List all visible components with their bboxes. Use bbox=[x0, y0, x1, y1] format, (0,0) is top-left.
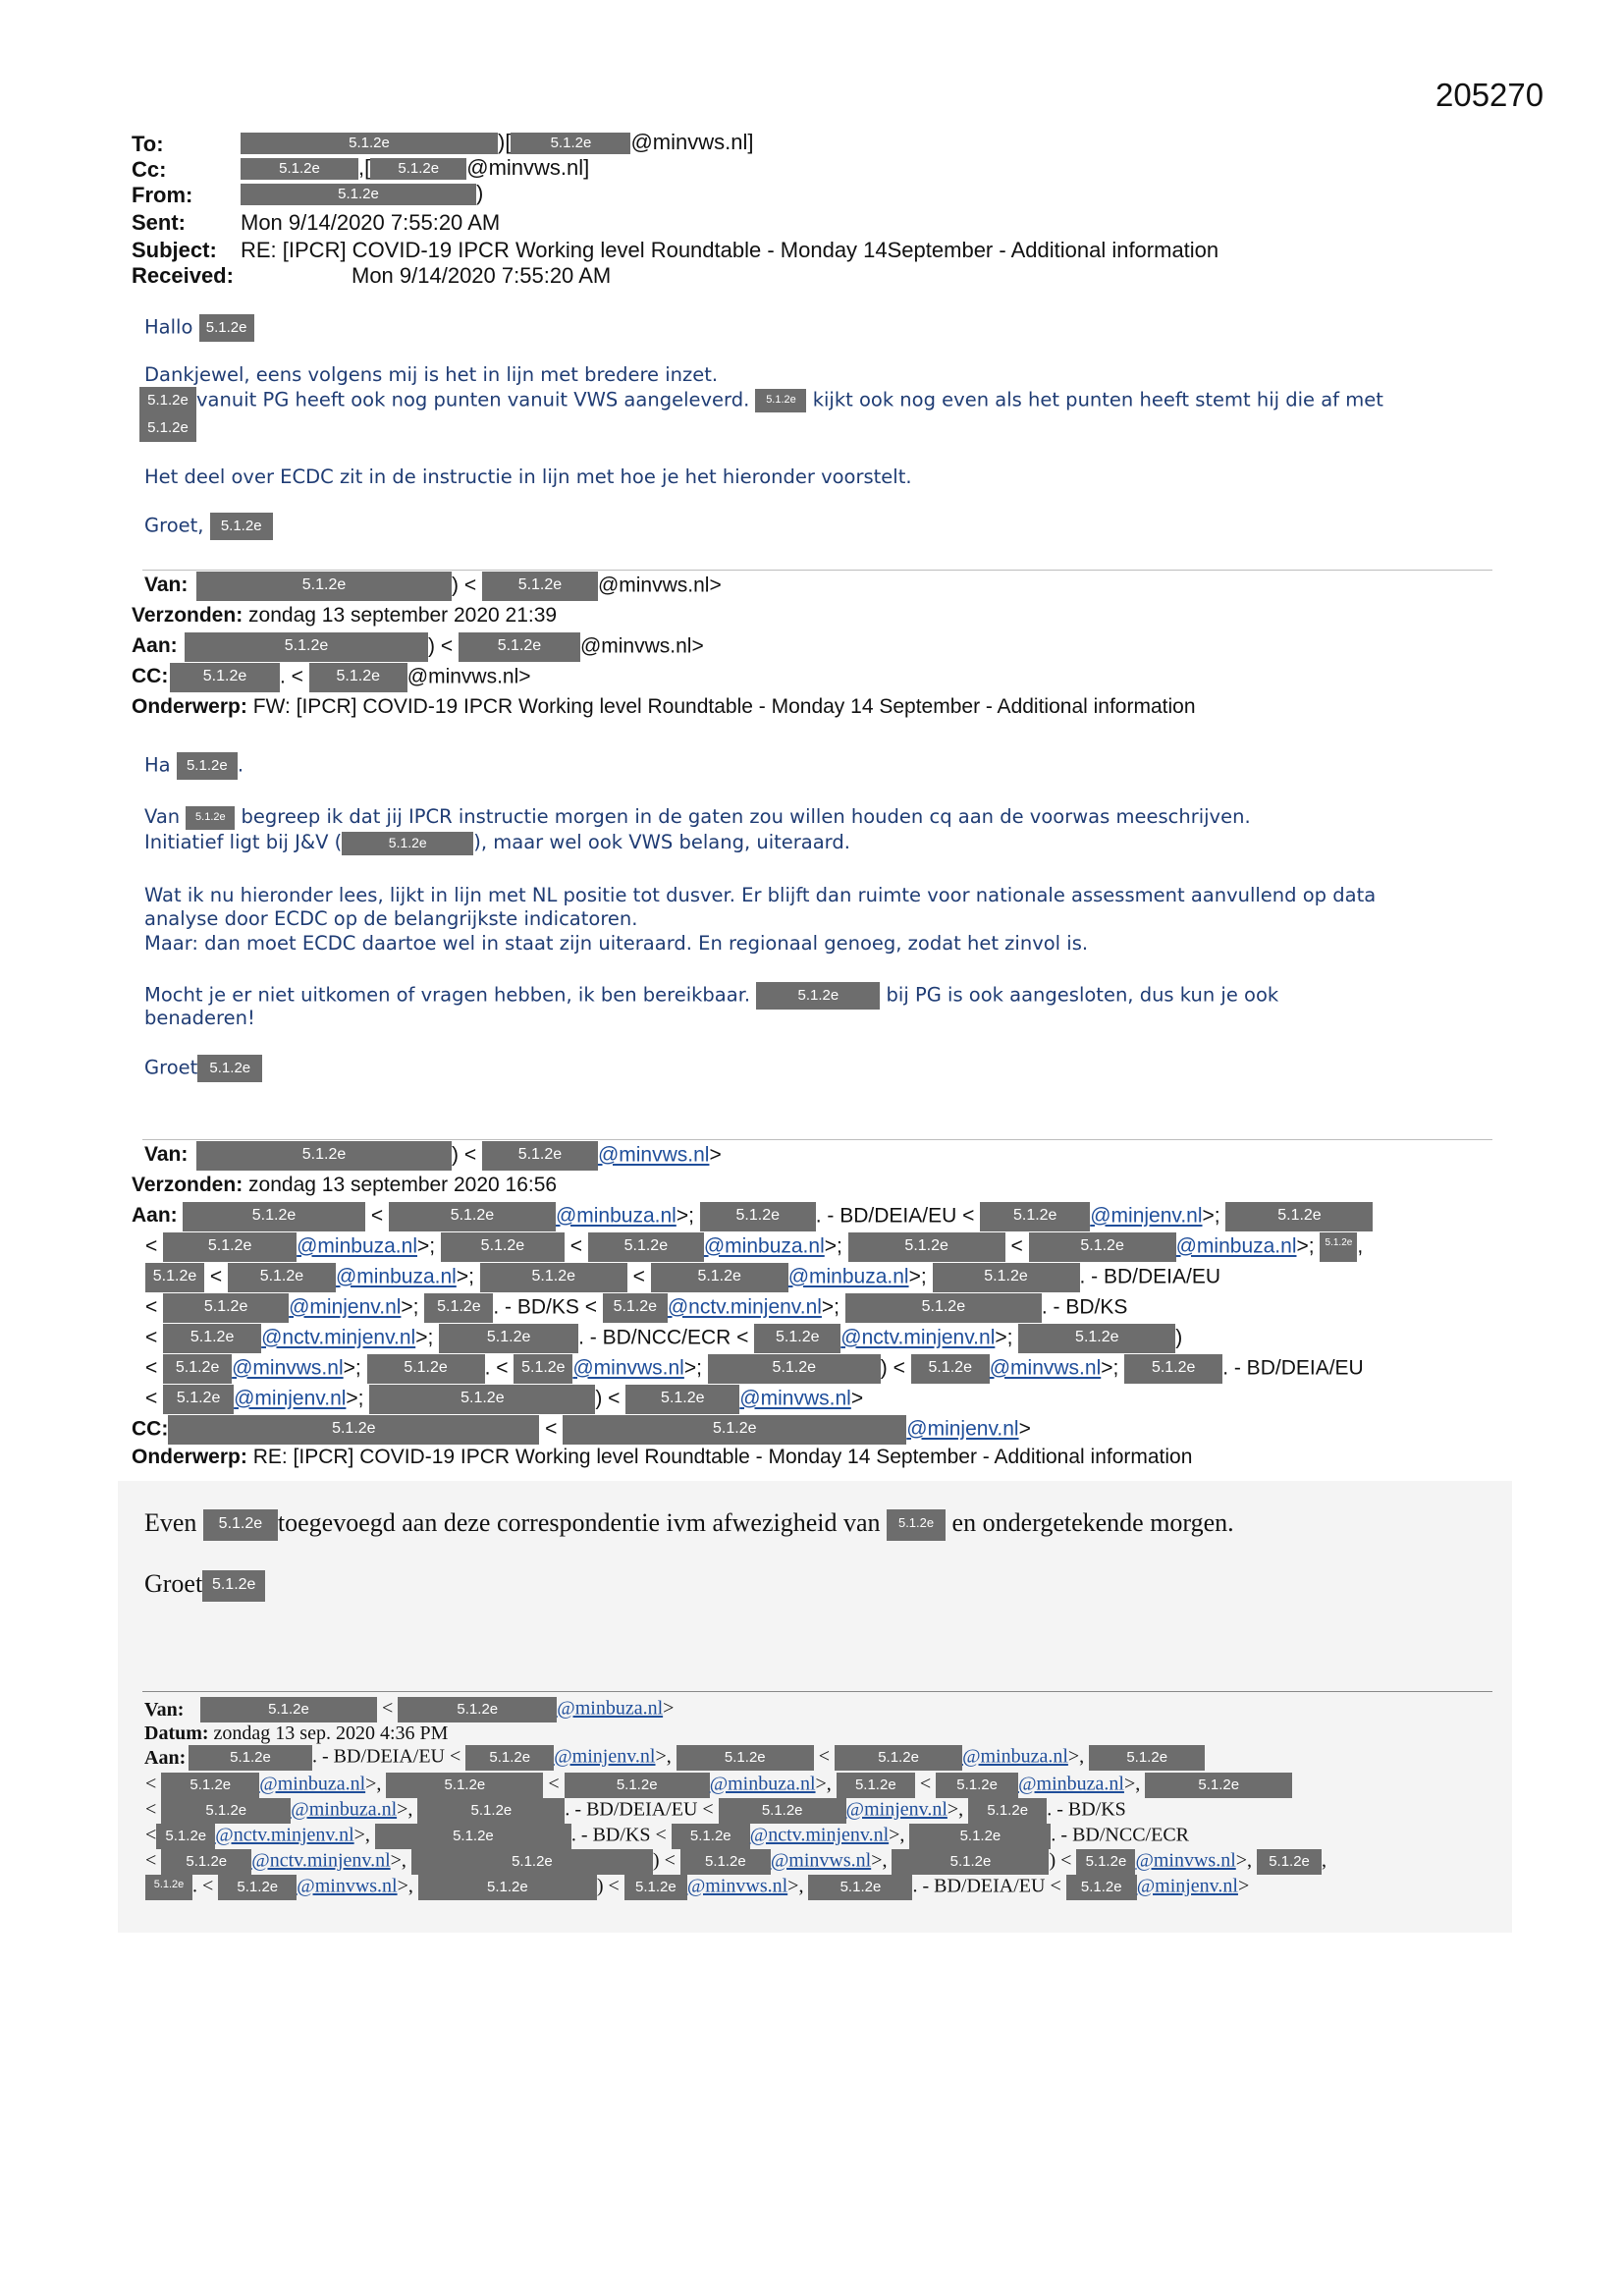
redaction: 5.1.2e bbox=[161, 1798, 291, 1824]
dept: . - BD/DEIA/EU bbox=[1222, 1356, 1364, 1380]
datum-label: Datum: bbox=[144, 1722, 209, 1744]
cc-label: CC: bbox=[132, 665, 169, 687]
msg2-p2c: Maar: dan moet ECDC daartoe wel in staat zijn uiteraard. En regionaal genoeg, zodat het zinvol is. bbox=[144, 932, 1089, 955]
email-link[interactable]: @nctv.minjenv.nl bbox=[749, 1824, 890, 1846]
redaction: 5.1.2e bbox=[459, 632, 580, 662]
email-link[interactable]: @minbuza.nl bbox=[259, 1773, 366, 1795]
redaction: 5.1.2e bbox=[754, 1324, 840, 1353]
email-link[interactable]: @minjenv.nl bbox=[234, 1387, 347, 1410]
redaction: 5.1.2e bbox=[375, 1824, 571, 1849]
redaction: 5.1.2e bbox=[909, 1824, 1051, 1849]
redaction: 5.1.2e bbox=[218, 1875, 297, 1900]
email-link[interactable]: @nctv.minjenv.nl bbox=[840, 1326, 996, 1349]
aan-label: Aan: bbox=[144, 1747, 187, 1769]
email-link[interactable]: @nctv.minjenv.nl bbox=[261, 1326, 416, 1349]
separator bbox=[142, 1139, 1492, 1140]
redaction: 5.1.2e bbox=[398, 1697, 557, 1722]
to-label: To: bbox=[132, 132, 164, 156]
document-number: 205270 bbox=[1435, 77, 1544, 113]
msg3-line1a: Even bbox=[144, 1508, 197, 1537]
subject-label: Subject: bbox=[132, 238, 217, 262]
redaction: 5.1.2e bbox=[139, 387, 196, 414]
separator bbox=[142, 570, 1492, 571]
email-link[interactable]: @minvws.nl bbox=[686, 1875, 788, 1897]
redaction: 5.1.2e bbox=[370, 158, 466, 180]
onderwerp-label: Onderwerp: bbox=[132, 695, 247, 718]
msg3-line1c: en ondergetekende morgen. bbox=[951, 1508, 1234, 1537]
dept: . - BD/NCC/ECR bbox=[578, 1326, 731, 1349]
redaction: 5.1.2e bbox=[203, 1509, 278, 1541]
redaction: 5.1.2e bbox=[196, 572, 452, 601]
email-link[interactable]: @minbuza.nl bbox=[335, 1265, 457, 1288]
email-link[interactable]: @minvws.nl bbox=[770, 1849, 872, 1872]
email-link[interactable]: @minbuza.nl bbox=[709, 1773, 816, 1795]
redaction: 5.1.2e bbox=[199, 314, 254, 342]
redaction: 5.1.2e bbox=[933, 1263, 1080, 1292]
redaction: 5.1.2e bbox=[441, 1232, 565, 1262]
redaction: 5.1.2e bbox=[145, 1263, 204, 1292]
redaction: 5.1.2e bbox=[163, 1232, 297, 1262]
email-link[interactable]: @minjenv.nl bbox=[1090, 1204, 1203, 1228]
redaction: 5.1.2e bbox=[168, 1415, 539, 1445]
redaction: 5.1.2e bbox=[1257, 1849, 1322, 1875]
redaction: 5.1.2e bbox=[189, 1745, 312, 1771]
msg2-p1d: ), maar wel ook VWS belang, uiteraard. bbox=[473, 831, 850, 853]
dept: . - BD/DEIA/EU bbox=[912, 1875, 1046, 1897]
redaction: 5.1.2e bbox=[369, 1385, 595, 1414]
redaction: 5.1.2e bbox=[228, 1263, 336, 1292]
email-link[interactable]: @minvws.nl bbox=[232, 1356, 344, 1380]
redaction: 5.1.2e bbox=[980, 1202, 1090, 1231]
email-link[interactable]: @minbuza.nl bbox=[962, 1745, 1068, 1768]
redaction: 5.1.2e bbox=[482, 1141, 598, 1171]
redaction: 5.1.2e bbox=[1066, 1875, 1137, 1900]
email-link[interactable]: @nctv.minjenv.nl bbox=[251, 1849, 391, 1872]
redaction: 5.1.2e bbox=[845, 1293, 1042, 1323]
redaction: 5.1.2e bbox=[680, 1849, 771, 1875]
verzonden-label: Verzonden: bbox=[132, 604, 244, 627]
redaction: 5.1.2e bbox=[911, 1354, 990, 1384]
redaction: 5.1.2e bbox=[1320, 1232, 1357, 1262]
dept: . - BD/DEIA/EU bbox=[312, 1745, 445, 1768]
onderwerp-value: RE: [IPCR] COVID-19 IPCR Working level Roundtable - Monday 14 September - Additional information bbox=[252, 1446, 1193, 1468]
msg2-p3b: bij PG is ook aangesloten, dus kun je ook bbox=[886, 983, 1279, 1007]
redaction: 5.1.2e bbox=[342, 832, 473, 855]
onderwerp-label: Onderwerp: bbox=[132, 1446, 247, 1468]
from-label: From: bbox=[132, 183, 193, 207]
redaction: 5.1.2e bbox=[837, 1773, 915, 1798]
email-link[interactable]: @minvws.nl bbox=[297, 1875, 398, 1897]
redaction: 5.1.2e bbox=[411, 1849, 653, 1875]
redaction: 5.1.2e bbox=[1089, 1745, 1205, 1771]
redaction: 5.1.2e bbox=[835, 1745, 962, 1771]
van-label: Van: bbox=[144, 1699, 185, 1721]
redaction: 5.1.2e bbox=[196, 1141, 452, 1171]
redaction: 5.1.2e bbox=[1225, 1202, 1373, 1231]
redaction: 5.1.2e bbox=[145, 1875, 192, 1900]
email-link[interactable]: @minbuza.nl bbox=[291, 1798, 398, 1821]
redaction: 5.1.2e bbox=[161, 1773, 259, 1798]
redaction: 5.1.2e bbox=[241, 158, 358, 180]
received-label: Received: bbox=[132, 263, 234, 288]
cc-domain: @minvws.nl> bbox=[406, 665, 531, 688]
sent-value: Mon 9/14/2020 7:55:20 AM bbox=[241, 210, 501, 235]
cc-label: Cc: bbox=[132, 157, 167, 182]
redaction: 5.1.2e bbox=[177, 752, 238, 780]
email-link[interactable]: @nctv.minjenv.nl bbox=[215, 1824, 354, 1846]
van-domain: @minvws.nl> bbox=[597, 574, 722, 597]
email-link[interactable]: @minbuza.nl bbox=[703, 1234, 825, 1258]
redaction: 5.1.2e bbox=[186, 806, 235, 830]
redaction: 5.1.2e bbox=[588, 1232, 704, 1262]
aan-label: Aan: bbox=[132, 1204, 178, 1227]
email-link[interactable]: @minbuza.nl bbox=[557, 1697, 664, 1720]
redaction: 5.1.2e bbox=[156, 1824, 215, 1849]
msg2-p1a: Van bbox=[144, 805, 181, 828]
redaction: 5.1.2e bbox=[170, 663, 280, 692]
redaction: 5.1.2e bbox=[651, 1263, 788, 1292]
van-domain-link[interactable]: @minvws.nl bbox=[597, 1143, 710, 1167]
msg3-line1b: toegevoegd aan deze correspondentie ivm afwezigheid van bbox=[277, 1508, 881, 1537]
verzonden-value: zondag 13 september 2020 21:39 bbox=[248, 604, 558, 627]
email-link[interactable]: @minbuza.nl bbox=[787, 1265, 909, 1288]
email-link[interactable]: @minjenv.nl bbox=[906, 1417, 1019, 1441]
email-link[interactable]: @minvws.nl bbox=[572, 1356, 684, 1380]
dept: . - BD/KS bbox=[1047, 1798, 1126, 1821]
subject-value: RE: [IPCR] COVID-19 IPCR Working level Roundtable - Monday 14September - Additional information bbox=[241, 238, 1219, 262]
cc-label: CC: bbox=[132, 1417, 169, 1441]
msg2-p3c: benaderen! bbox=[144, 1007, 255, 1029]
closing: Groet, bbox=[144, 514, 204, 537]
van-label: Van: bbox=[144, 1143, 189, 1166]
msg1-line3: Het deel over ECDC zit in de instructie in lijn met hoe je het hieronder voorstelt. bbox=[144, 465, 912, 488]
msg1-line2b: kijkt ook nog even als het punten heeft stemt hij die af met bbox=[812, 388, 1383, 411]
redaction: 5.1.2e bbox=[185, 632, 428, 662]
redaction: 5.1.2e bbox=[1145, 1773, 1292, 1798]
email-link[interactable]: @minbuza.nl bbox=[297, 1234, 417, 1258]
greeting: Hallo bbox=[144, 315, 193, 339]
redaction: 5.1.2e bbox=[210, 513, 273, 540]
greeting: Ha bbox=[144, 753, 171, 777]
aan-label: Aan: bbox=[132, 634, 178, 657]
email-link[interactable]: @minjenv.nl bbox=[289, 1295, 402, 1319]
redaction: 5.1.2e bbox=[309, 663, 407, 692]
dept: . - BD/NCC/ECR bbox=[1051, 1824, 1189, 1846]
email-link[interactable]: @minjenv.nl bbox=[845, 1798, 947, 1821]
email-link[interactable]: @minjenv.nl bbox=[554, 1745, 656, 1768]
onderwerp-value: FW: [IPCR] COVID-19 IPCR Working level Roundtable - Monday 14 September - Additional information bbox=[252, 695, 1196, 718]
dept: . - BD/DEIA/EU bbox=[565, 1798, 698, 1821]
dept: . - BD/DEIA/EU bbox=[815, 1204, 957, 1228]
email-link[interactable]: @minbuza.nl bbox=[1175, 1234, 1297, 1258]
msg2-p1c: Initiatief ligt bij J&V ( bbox=[144, 831, 343, 853]
sent-label: Sent: bbox=[132, 210, 186, 235]
aan-domain: @minvws.nl> bbox=[579, 634, 704, 658]
redaction: 5.1.2e bbox=[163, 1385, 234, 1414]
redaction: 5.1.2e bbox=[200, 1697, 377, 1722]
redaction: 5.1.2e bbox=[755, 389, 806, 412]
email-link[interactable]: @nctv.minjenv.nl bbox=[667, 1295, 822, 1319]
msg2-p2b: analyse door ECDC op de belangrijkste indicatoren. bbox=[144, 907, 638, 930]
msg1-line2a: vanuit PG heeft ook nog punten vanuit VWS aangeleverd. bbox=[196, 388, 750, 411]
dept: . - BD/KS bbox=[570, 1824, 651, 1846]
redaction: 5.1.2e bbox=[677, 1745, 814, 1771]
email-link[interactable]: @minjenv.nl bbox=[1136, 1875, 1238, 1897]
redaction: 5.1.2e bbox=[386, 1773, 543, 1798]
redaction: 5.1.2e bbox=[756, 982, 880, 1010]
closing: Groet bbox=[144, 1569, 203, 1598]
cc-value: @minvws.nl] bbox=[466, 155, 590, 180]
redaction: 5.1.2e bbox=[719, 1798, 846, 1824]
redaction: 5.1.2e bbox=[241, 133, 498, 154]
redaction: 5.1.2e bbox=[389, 1202, 556, 1231]
redaction: 5.1.2e bbox=[514, 1354, 572, 1384]
dept: . - BD/DEIA/EU bbox=[1079, 1265, 1221, 1288]
redaction: 5.1.2e bbox=[1029, 1232, 1176, 1262]
email-link[interactable]: @minbuza.nl bbox=[1018, 1773, 1124, 1795]
redaction: 5.1.2e bbox=[161, 1849, 251, 1875]
redaction: 5.1.2e bbox=[968, 1798, 1047, 1824]
redaction: 5.1.2e bbox=[700, 1202, 816, 1231]
redaction: 5.1.2e bbox=[1124, 1354, 1222, 1384]
redaction: 5.1.2e bbox=[625, 1385, 739, 1414]
msg2-p2a: Wat ik nu hieronder lees, lijkt in lijn met NL positie tot dusver. Er blijft dan ruimte voor nationale assessment aanvullend op data bbox=[144, 884, 1377, 906]
email-link[interactable]: @minvws.nl bbox=[989, 1356, 1102, 1380]
van-label: Van: bbox=[144, 574, 189, 596]
redaction: 5.1.2e bbox=[563, 1415, 906, 1445]
verzonden-value: zondag 13 september 2020 16:56 bbox=[248, 1174, 558, 1196]
redaction: 5.1.2e bbox=[1018, 1324, 1175, 1353]
redaction: 5.1.2e bbox=[439, 1324, 578, 1353]
redaction: 5.1.2e bbox=[565, 1773, 710, 1798]
redaction: 5.1.2e bbox=[1076, 1849, 1135, 1875]
redaction: 5.1.2e bbox=[163, 1324, 261, 1353]
closing: Groet bbox=[144, 1056, 198, 1079]
redaction: 5.1.2e bbox=[624, 1875, 687, 1900]
received-value: Mon 9/14/2020 7:55:20 AM bbox=[352, 263, 612, 288]
redaction: 5.1.2e bbox=[465, 1745, 554, 1771]
datum-value: zondag 13 sep. 2020 4:36 PM bbox=[213, 1722, 449, 1744]
dept: . - BD/KS bbox=[493, 1295, 579, 1319]
msg1-line1: Dankjewel, eens volgens mij is het in lijn met bredere inzet. bbox=[144, 363, 719, 386]
redaction: 5.1.2e bbox=[892, 1849, 1049, 1875]
redaction: 5.1.2e bbox=[202, 1570, 265, 1602]
redaction: 5.1.2e bbox=[848, 1232, 1005, 1262]
redaction: 5.1.2e bbox=[417, 1798, 565, 1824]
redaction: 5.1.2e bbox=[808, 1875, 912, 1900]
email-link[interactable]: @minvws.nl bbox=[1135, 1849, 1236, 1872]
redaction: 5.1.2e bbox=[424, 1293, 493, 1323]
redaction: 5.1.2e bbox=[672, 1824, 750, 1849]
msg2-p3a: Mocht je er niet uitkomen of vragen hebben, ik ben bereikbaar. bbox=[144, 983, 751, 1007]
redaction: 5.1.2e bbox=[139, 414, 196, 442]
redaction: 5.1.2e bbox=[163, 1293, 289, 1323]
dept: . - BD/KS bbox=[1041, 1295, 1128, 1319]
redaction: 5.1.2e bbox=[511, 133, 630, 154]
redaction: 5.1.2e bbox=[480, 1263, 627, 1292]
redaction: 5.1.2e bbox=[241, 184, 476, 205]
to-value: @minvws.nl] bbox=[630, 130, 754, 154]
redaction: 5.1.2e bbox=[603, 1293, 668, 1323]
redaction: 5.1.2e bbox=[936, 1773, 1018, 1798]
redaction: 5.1.2e bbox=[197, 1055, 262, 1082]
redaction: 5.1.2e bbox=[418, 1875, 597, 1900]
redaction: 5.1.2e bbox=[163, 1354, 232, 1384]
redaction: 5.1.2e bbox=[183, 1202, 365, 1231]
redaction: 5.1.2e bbox=[482, 572, 598, 601]
redaction: 5.1.2e bbox=[708, 1354, 881, 1384]
email-link[interactable]: @minvws.nl bbox=[739, 1387, 851, 1410]
separator bbox=[142, 1691, 1492, 1692]
email-link[interactable]: @minbuza.nl bbox=[555, 1204, 677, 1228]
verzonden-label: Verzonden: bbox=[132, 1174, 244, 1196]
redaction: 5.1.2e bbox=[887, 1509, 946, 1541]
redaction: 5.1.2e bbox=[367, 1354, 485, 1384]
msg2-p1b: begreep ik dat jij IPCR instructie morgen in de gaten zou willen houden cq aan de voorwas meeschrijven. bbox=[241, 805, 1251, 828]
